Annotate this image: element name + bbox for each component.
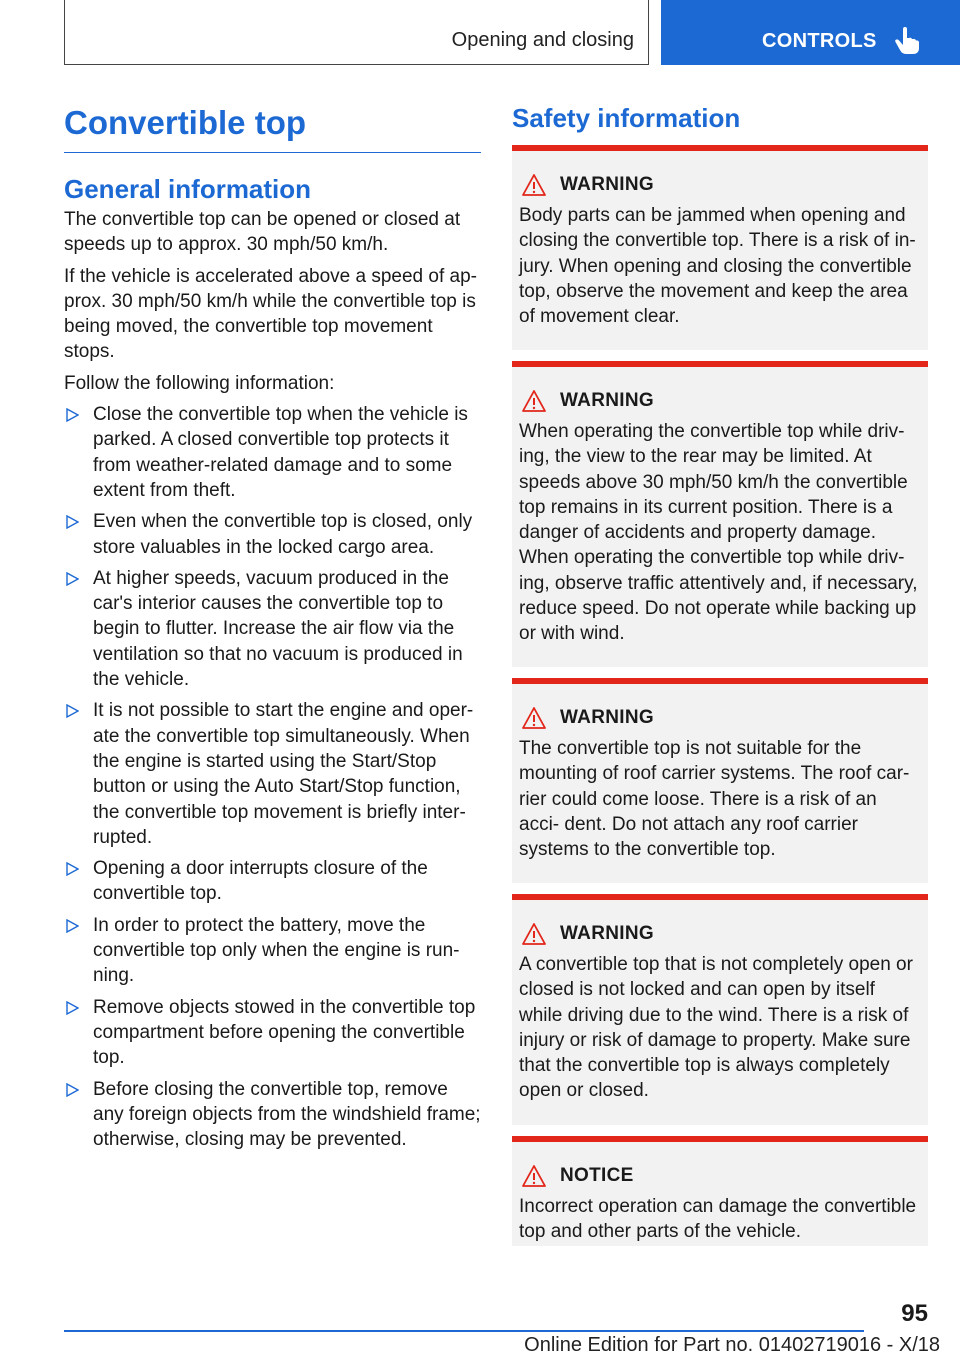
triangle-bullet-icon — [66, 704, 79, 718]
left-column — [64, 100, 481, 1152]
triangle-bullet-icon — [66, 408, 79, 422]
list-item — [64, 995, 481, 1071]
triangle-bullet-icon — [66, 572, 79, 586]
notice-text: Incorrect operation can damage the convertible top and other parts of the vehicle. — [519, 1196, 917, 1243]
page-title: Convertible top — [64, 100, 481, 153]
warning-triangle-icon — [521, 389, 547, 413]
list-item-text: Before closing the convertible top, remove any foreign objects from the windshield frame; otherwise, closing may be prevented. — [93, 1078, 481, 1151]
warning-text: When operating the convertible top while driv‐ ing, the view to the rear may be limited. At speeds above 30 mph/50 km/h the convertible top remains in its current position. There is a danger of accidents and property damage. When operating the convertible top while driv‐ ing, observe traffic attentively and, if necessary, reduce speed. Do not operate while backing up or with wind. — [519, 421, 918, 645]
list-item-text: In order to protect the battery, move the convertible top only when the engine is run‐ ning. — [93, 914, 460, 987]
list-item — [64, 913, 481, 989]
warning-triangle-icon — [521, 922, 547, 946]
notice-box — [512, 1136, 928, 1246]
bullet-list — [64, 402, 481, 1152]
list-item-text: Opening a door interrupts closure of the convertible top. — [93, 858, 428, 905]
warning-triangle-icon — [521, 173, 547, 197]
warning-triangle-icon — [521, 706, 547, 730]
warning-label: WARNING — [560, 923, 654, 944]
warning-box — [512, 894, 928, 1125]
warning-label: WARNING — [560, 390, 654, 411]
list-item-text: Remove objects stowed in the convertible top compartment before opening the convertible top. — [93, 996, 476, 1069]
triangle-bullet-icon — [66, 1001, 79, 1015]
paragraph: If the vehicle is accelerated above a speed of ap‐ prox. 30 mph/50 km/h while the convertible top is being moved, the convertible top movement stops. — [64, 265, 477, 363]
paragraph: Follow the following information: — [64, 372, 335, 394]
list-item — [64, 566, 481, 692]
header-category-box — [661, 0, 960, 65]
header-category-label: CONTROLS — [762, 30, 877, 52]
section-heading-safety: Safety information — [512, 103, 741, 133]
warning-box — [512, 361, 928, 667]
list-item-text: Even when the convertible top is closed, only store valuables in the locked cargo area. — [93, 511, 473, 558]
warning-triangle-icon — [521, 1164, 547, 1188]
header-section-label: Opening and closing — [451, 29, 634, 51]
footer-edition: Online Edition for Part no. 01402719016 - X/18 — [524, 1334, 940, 1356]
triangle-bullet-icon — [66, 515, 79, 529]
section-heading-general: General information — [64, 174, 312, 204]
warning-box — [512, 678, 928, 883]
hand-pointer-icon — [894, 27, 920, 55]
warning-label: WARNING — [560, 707, 654, 728]
paragraph: The convertible top can be opened or closed at speeds up to approx. 30 mph/50 km/h. — [64, 209, 461, 256]
triangle-bullet-icon — [66, 1083, 79, 1097]
list-item — [64, 856, 481, 907]
warning-text: The convertible top is not suitable for the mounting of roof carrier systems. The roof car‐ rier could come loose. There is a risk of an acci‐ dent. Do not attach any roof carrier systems to the convertible top. — [519, 738, 910, 861]
warning-text: Body parts can be jammed when opening and closing the convertible top. There is a risk of in‐ jury. When opening and closing the convertible top, observe the movement and keep the area of movement clear. — [519, 205, 916, 328]
triangle-bullet-icon — [66, 862, 79, 876]
header-section-box — [64, 0, 649, 65]
list-item-text: At higher speeds, vacuum produced in the car's interior causes the convertible top to begin to flutter. Increase the air flow via the ventilation so that no vacuum is produced in the vehicle. — [93, 567, 463, 691]
right-column — [512, 100, 928, 136]
warning-box — [512, 145, 928, 350]
list-item-text: It is not possible to start the engine and oper‐ ate the convertible top simultaneously. When the engine is started using the Start/Stop button or using the Auto Start/Stop function, the convertible top movement is briefly inter‐ rupted. — [93, 700, 474, 848]
list-item — [64, 1077, 481, 1153]
list-item — [64, 698, 481, 850]
list-item — [64, 402, 481, 503]
warning-label: WARNING — [560, 174, 654, 195]
list-item — [64, 509, 481, 560]
warning-text: A convertible top that is not completely open or closed is not locked and can open by itself while driving due to the wind. There is a risk of injury or risk of damage to property. Make sure that the convertible top is always completely open or closed. — [519, 954, 913, 1102]
triangle-bullet-icon — [66, 919, 79, 933]
page-number: 95 — [901, 1300, 928, 1327]
footer-divider — [64, 1330, 864, 1332]
list-item-text: Close the convertible top when the vehicle is parked. A closed convertible top protects it from weather-related damage and to some extent from theft. — [93, 404, 468, 501]
notice-label: NOTICE — [560, 1165, 634, 1186]
